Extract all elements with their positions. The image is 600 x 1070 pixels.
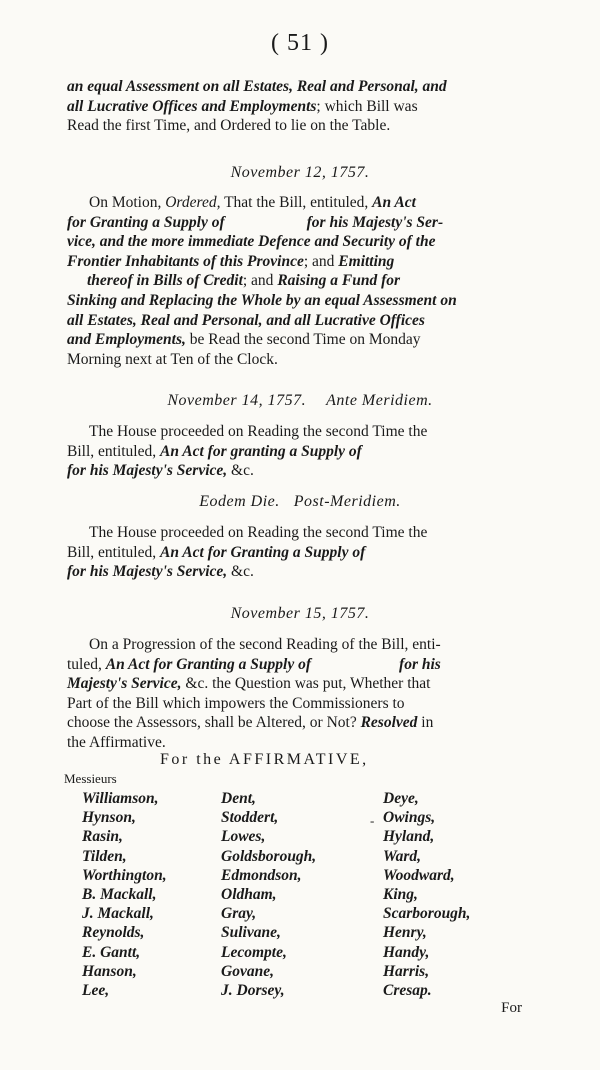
p4-l3a: Majesty's Service, (67, 675, 182, 693)
member-name: Dent, (221, 790, 256, 807)
p1-l4b: ; and (303, 252, 339, 270)
margin-dash: - (370, 813, 375, 828)
p4-l2a: tuled, (67, 655, 106, 673)
date-2-b: Ante Meridiem. (326, 392, 433, 409)
member-name: Tilden, (82, 847, 127, 865)
member-name: Edmondson, (221, 866, 302, 884)
member-name: J. Dorsey, (221, 982, 285, 1000)
p3-line-2 (67, 543, 522, 563)
date-3-a: Eodem Die. (199, 493, 280, 510)
p4-line-2 (67, 655, 522, 675)
p3-line-3 (67, 562, 522, 582)
p2-l3b: &c. (227, 462, 254, 480)
page-number-header: ( 51 ) (271, 30, 329, 56)
intro-line-2-b: ; which Bill was (316, 97, 418, 115)
p1-line-5 (67, 271, 522, 291)
messieurs-label: Messieurs (64, 771, 117, 786)
member-name: Goldsborough, (221, 847, 317, 865)
p4-line-4: Part of the Bill which impowers the Commissioners to (67, 694, 405, 712)
member-name: Lee, (82, 982, 110, 1000)
member-name: Govane, (221, 962, 274, 980)
member-name: Rasin, (82, 828, 123, 846)
member-name: Ward, (383, 847, 422, 865)
date-2-a: November 14, 1757. (167, 392, 307, 409)
p1-l1a: On Motion, (89, 194, 166, 211)
p4-line-5 (67, 713, 522, 733)
member-name: Worthington, (82, 866, 167, 884)
p1-l1b: Ordered, (165, 194, 221, 211)
date-heading-2 (0, 392, 600, 410)
names-column-2 (221, 789, 316, 1000)
motion-paragraph (67, 193, 522, 369)
p1-l1d: An Act (372, 194, 416, 211)
member-name: Gray, (221, 905, 257, 923)
p2-l2a: Bill, entituled, (67, 442, 160, 460)
intro-line-2 (67, 97, 522, 117)
p3-l2a: Bill, entituled, (67, 543, 160, 561)
member-name: Lecompte, (221, 943, 287, 961)
member-name: Williamson, (82, 790, 159, 807)
p4-line-6: the Affirmative. (67, 733, 166, 751)
member-name: J. Mackall, (82, 905, 154, 923)
p3-l3a: for his Majesty's Service, (67, 563, 228, 581)
p1-line-4 (67, 252, 522, 272)
member-name: Henry, (383, 924, 427, 942)
member-name: Sulivane, (221, 924, 281, 942)
member-name: Lowes, (221, 828, 266, 846)
p4-l5c: in (417, 714, 434, 732)
p1-l5a: thereof in Bills of Credit (87, 272, 243, 290)
p1-l5c: Raising a Fund for (277, 272, 401, 290)
member-name: B. Mackall, (82, 886, 157, 904)
p1-line-8 (67, 330, 522, 350)
member-name: Woodward, (383, 866, 455, 884)
p4-l3b: &c. the Question was put, Whether that (181, 675, 431, 693)
intro-line-3: Read the first Time, and Ordered to lie on the Table. (67, 117, 391, 135)
p1-l4c: Emitting (338, 252, 395, 270)
intro-line-1: an equal Assessment on all Estates, Real and Personal, and (67, 78, 447, 95)
reading-paragraph-am (67, 422, 522, 481)
intro-line-2-a: all Lucrative Offices and Employments (67, 97, 317, 115)
member-name: Hynson, (82, 809, 136, 827)
p3-line-1: The House proceeded on Reading the second Time the (89, 524, 428, 541)
names-column-1 (82, 789, 167, 1000)
member-name: Cresap. (383, 982, 432, 1000)
p2-line-1: The House proceeded on Reading the second Time the (89, 423, 428, 440)
member-name: Hyland, (383, 828, 435, 846)
date-heading-3 (0, 493, 600, 511)
member-name: Reynolds, (82, 924, 145, 942)
intro-paragraph (67, 77, 522, 136)
p3-l3b: &c. (227, 563, 254, 581)
member-name: Oldham, (221, 886, 277, 904)
p1-l4a: Frontier Inhabitants of this Province (67, 252, 304, 270)
p4-l2b: An Act for Granting a Supply of (105, 655, 312, 673)
p4-line-3 (67, 674, 522, 694)
member-name: Hanson, (82, 962, 137, 980)
member-name: Scarborough, (383, 905, 471, 923)
affirmative-heading: For the AFFIRMATIVE, (160, 751, 369, 768)
p1-l1c: That the Bill, entituled, (220, 194, 373, 211)
p4-line-1: On a Progression of the second Reading of the Bill, enti- (89, 636, 441, 653)
names-column-3 (383, 789, 470, 1000)
p4-l2c: for his (399, 655, 441, 673)
p1-l8a: and Employments, (67, 331, 186, 349)
p4-l5b: Resolved (360, 714, 418, 732)
p1-line-7: all Estates, Real and Personal, and all Lucrative Offices (67, 311, 425, 329)
date-3-b: Post-Meridiem. (293, 493, 401, 510)
p1-line-9: Morning next at Ten of the Clock. (67, 350, 278, 368)
member-name: Stoddert, (221, 809, 279, 827)
date-heading-4: November 15, 1757. (230, 605, 370, 622)
p1-line-3: vice, and the more immediate Defence and Security of the (67, 233, 436, 251)
p1-l2a: for Granting a Supply of (67, 213, 225, 231)
p1-line-2 (67, 213, 522, 233)
p1-line-1 (67, 193, 522, 213)
p3-l2b: An Act for Granting a Supply of (160, 543, 366, 561)
member-name: E. Gantt, (82, 943, 141, 961)
reading-paragraph-pm (67, 523, 522, 582)
member-name: Handy, (383, 943, 430, 961)
p2-line-2 (67, 442, 522, 462)
progression-paragraph (67, 635, 522, 753)
member-name: Deye, (383, 790, 419, 807)
p1-l5b: ; and (242, 272, 278, 290)
p1-l8b: be Read the second Time on Monday (185, 331, 421, 349)
p1-l2b: for his Majesty's Ser- (306, 213, 444, 231)
p4-l5a: choose the Assessors, shall be Altered, or Not? (67, 714, 361, 732)
p1-line-6: Sinking and Replacing the Whole by an equal Assessment on (67, 291, 457, 309)
p2-l2b: An Act for granting a Supply of (160, 442, 362, 460)
p2-l3a: for his Majesty's Service, (67, 462, 228, 480)
member-name: Owings, (383, 809, 436, 827)
member-name: King, (383, 886, 418, 904)
catchword: For (501, 1000, 522, 1016)
p2-line-3 (67, 461, 522, 481)
member-name: Harris, (383, 962, 430, 980)
date-heading-1: November 12, 1757. (230, 164, 370, 181)
